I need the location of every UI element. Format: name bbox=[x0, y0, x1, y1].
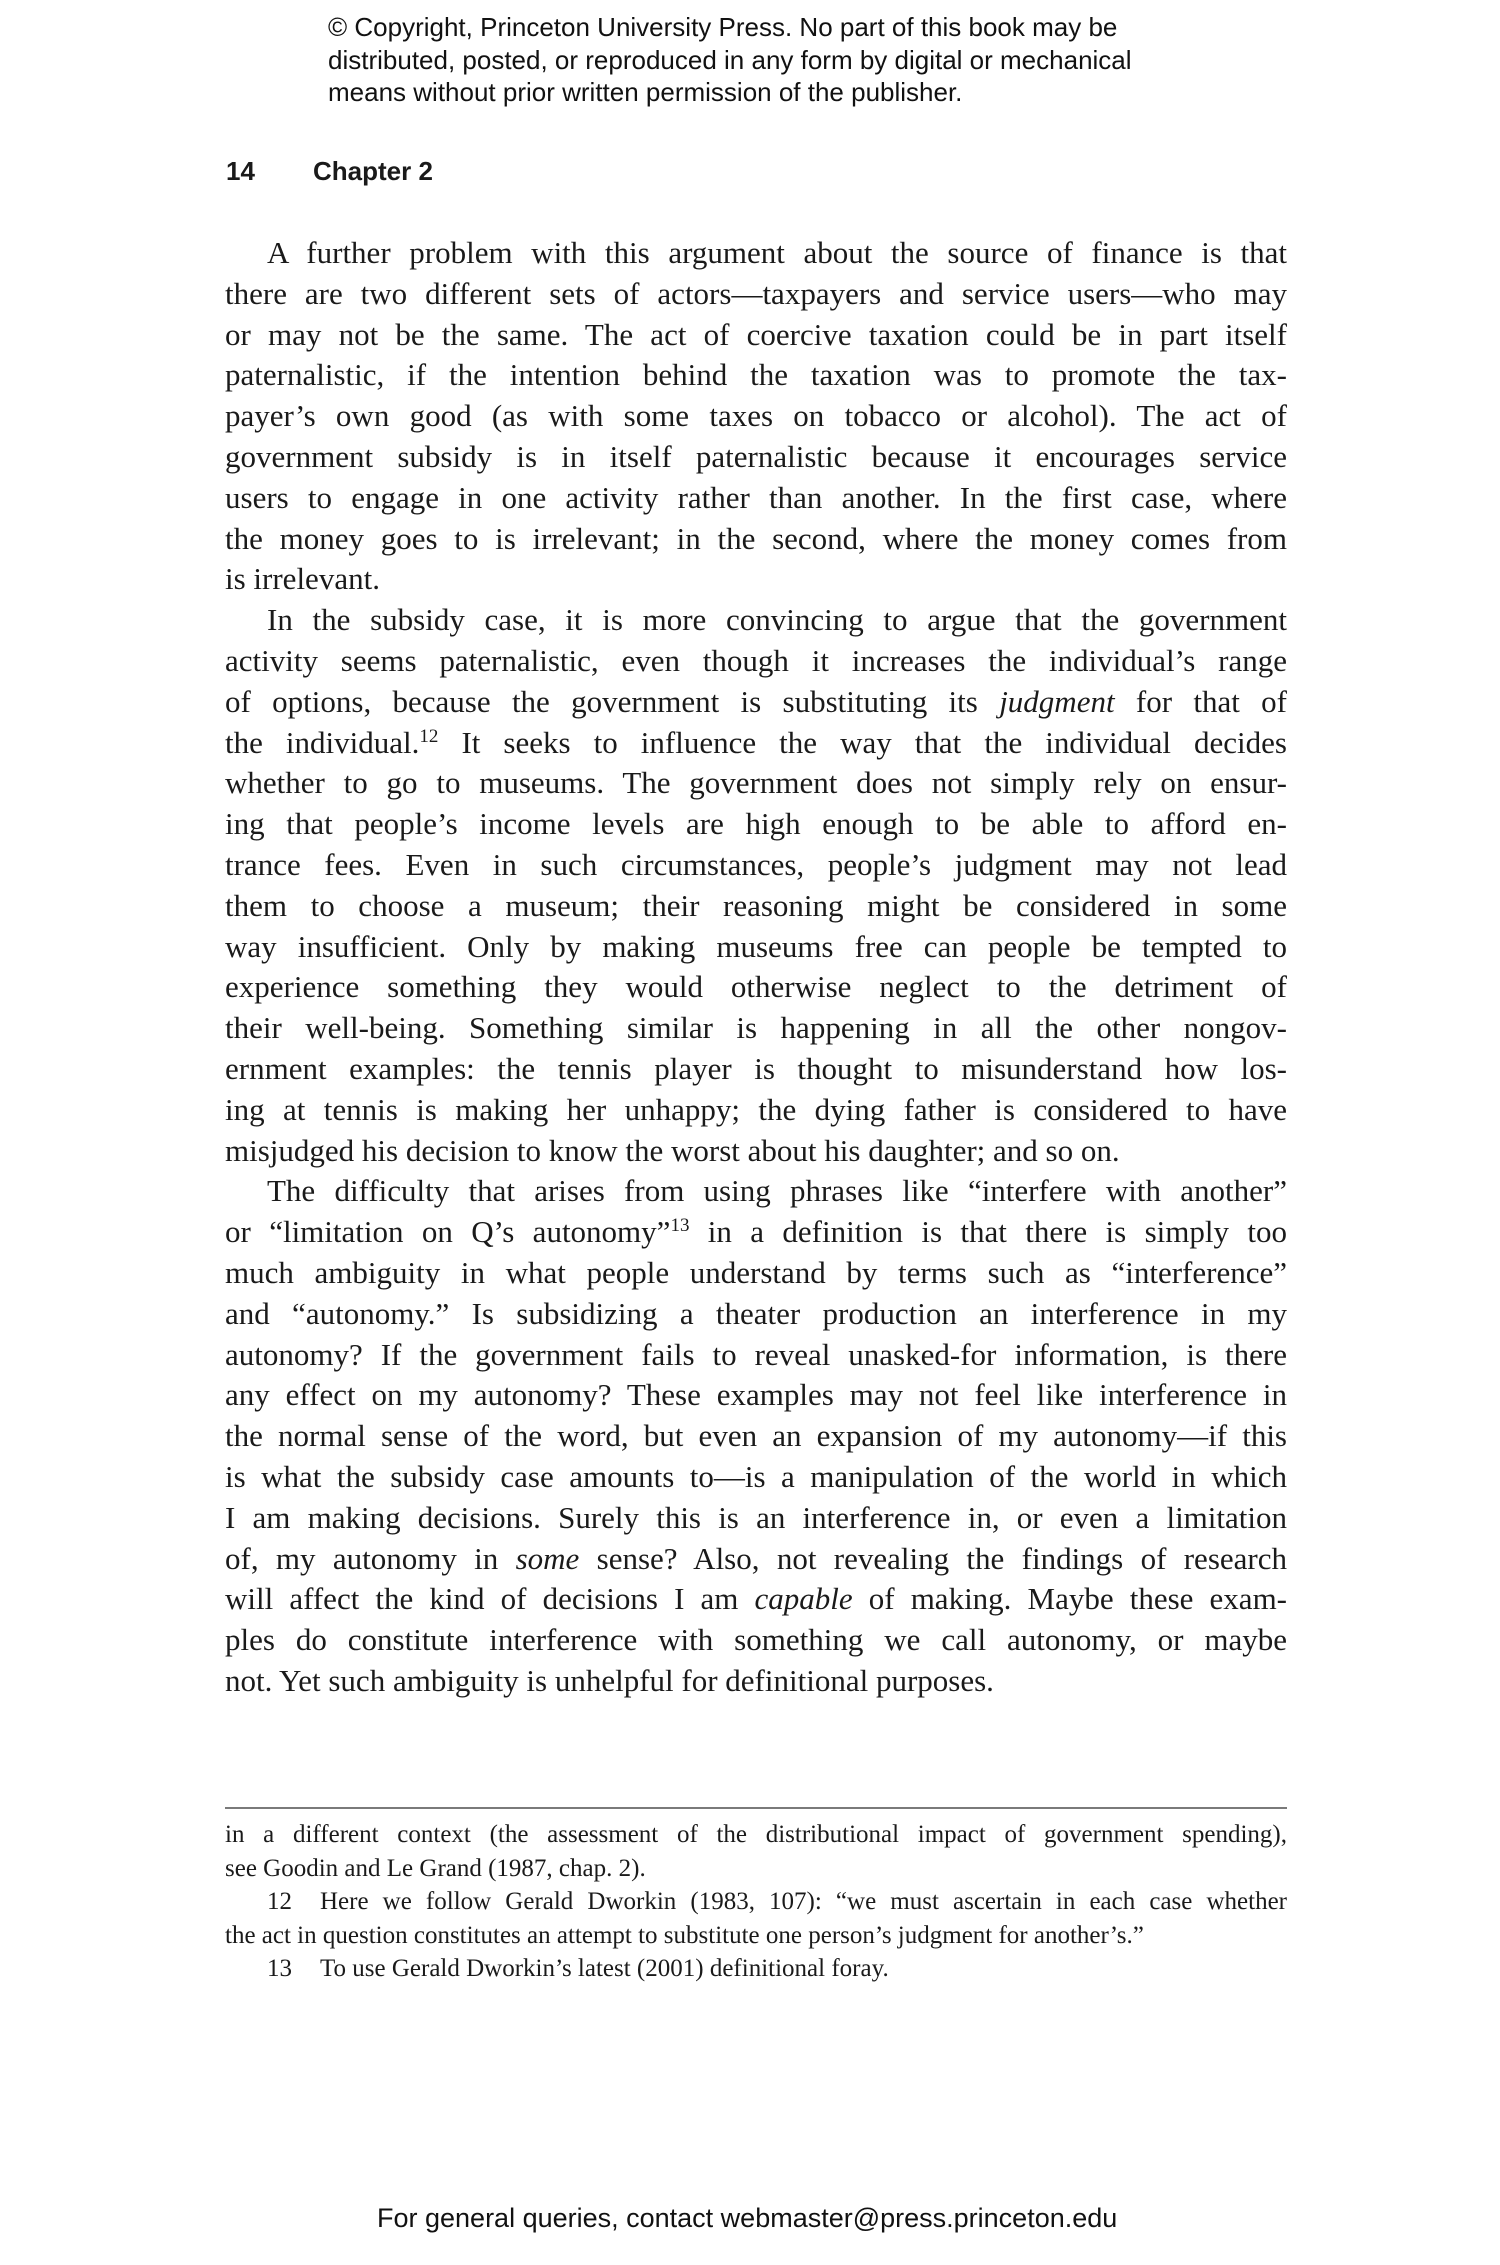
footnote-continuation-line: in a different context (the assessment of the distributional impact of government spending), bbox=[225, 1821, 1287, 1848]
paragraph bbox=[225, 1171, 1287, 1701]
footnote-line: 13 To use Gerald Dworkin’s latest (2001) definitional foray. bbox=[225, 1952, 1287, 1986]
footnote-line: the act in question constitutes an attempt to substitute one person’s judgment for another’s.” bbox=[225, 1921, 1144, 1949]
text-line: paternalistic, if the intention behind the taxation was to promote the tax- bbox=[225, 357, 1287, 393]
emphasis: some bbox=[515, 1540, 580, 1576]
text-line: ing that people’s income levels are high enough to be able to afford en- bbox=[225, 806, 1287, 842]
chapter-label: Chapter 2 bbox=[313, 156, 433, 186]
text-line: autonomy? If the government fails to reveal unasked-for information, is there bbox=[225, 1336, 1287, 1372]
text-line: I am making decisions. Surely this is an interference in, or even a limitation bbox=[225, 1499, 1287, 1535]
text-line: The difficulty that arises from using phrases like “interfere with another” bbox=[267, 1173, 1287, 1209]
footnote-continuation-line: see Goodin and Le Grand (1987, chap. 2). bbox=[225, 1854, 646, 1882]
text-line: not. Yet such ambiguity is unhelpful for definitional purposes. bbox=[225, 1662, 994, 1698]
emphasis: capable bbox=[754, 1581, 853, 1617]
footnotes bbox=[225, 1818, 1287, 1986]
copyright-line: © Copyright, Princeton University Press. No part of this book may be bbox=[328, 12, 1118, 42]
text-line: of, my autonomy in some sense? Also, not revealing the findings of research bbox=[225, 1540, 1287, 1576]
emphasis: judgment bbox=[999, 683, 1115, 719]
text-line: the normal sense of the word, but even an expansion of my autonomy—if this bbox=[225, 1418, 1287, 1454]
page-number: 14 bbox=[226, 156, 255, 186]
text-line: A further problem with this argument about the source of finance is that bbox=[267, 235, 1287, 270]
paragraph bbox=[225, 600, 1287, 1171]
footnote-ref-12[interactable]: 12 bbox=[419, 725, 439, 747]
footnote-12 bbox=[225, 1885, 1287, 1952]
paragraph bbox=[225, 233, 1287, 600]
text-line: the individual.$^{12}$ It seeks to influence the way that the individual decides bbox=[225, 724, 1287, 760]
footnote-ref-13[interactable]: 13 bbox=[670, 1215, 690, 1237]
text-line: payer’s own good (as with some taxes on tobacco or alcohol). The act of bbox=[225, 398, 1287, 434]
text-line: is irrelevant. bbox=[225, 561, 380, 597]
text-line: ernment examples: the tennis player is thought to misunderstand how los- bbox=[225, 1050, 1287, 1086]
text-line: or may not be the same. The act of coercive taxation could be in part itself bbox=[225, 316, 1287, 352]
footnote-13 bbox=[225, 1952, 1287, 1986]
text-line: much ambiguity in what people understand by terms such as “interference” bbox=[225, 1254, 1287, 1290]
text-line: government subsidy is in itself paternalistic because it encourages service bbox=[225, 438, 1287, 474]
text-line: will affect the kind of decisions I am capable of making. Maybe these exam- bbox=[225, 1581, 1288, 1617]
text-line: trance fees. Even in such circumstances, people’s judgment may not lead bbox=[225, 846, 1287, 882]
body-text bbox=[225, 233, 1287, 1702]
text-line: experience something they would otherwise neglect to the detriment of bbox=[225, 969, 1287, 1005]
text-line: users to engage in one activity rather than another. In the first case, where bbox=[225, 479, 1287, 515]
text-line: any effect on my autonomy? These examples may not feel like interference in bbox=[225, 1377, 1287, 1413]
text-line: activity seems paternalistic, even though it increases the individual’s range bbox=[225, 642, 1287, 678]
text-line: the money goes to is irrelevant; in the second, where the money comes from bbox=[225, 520, 1287, 556]
text-line: there are two different sets of actors—taxpayers and service users—who may bbox=[225, 275, 1287, 311]
text-line: misjudged his decision to know the worst about his daughter; and so on. bbox=[225, 1132, 1120, 1168]
footer-contact: For general queries, contact webmaster@press.princeton.edu bbox=[377, 2203, 1118, 2233]
footnote-number: 12 bbox=[267, 1888, 292, 1915]
text-line: is what the subsidy case amounts to—is a manipulation of the world in which bbox=[225, 1458, 1287, 1494]
text-line: or “limitation on Q’s autonomy”$^{13}$ in a definition is that there is simply too bbox=[225, 1214, 1287, 1250]
text-line: whether to go to museums. The government does not simply rely on ensur- bbox=[225, 765, 1287, 801]
copyright-notice bbox=[328, 11, 1228, 109]
text-line: them to choose a museum; their reasoning might be considered in some bbox=[225, 887, 1287, 923]
text-line: their well-being. Something similar is happening in all the other nongov- bbox=[225, 1010, 1287, 1046]
text-line: In the subsidy case, it is more convincing to argue that the government bbox=[267, 602, 1287, 638]
footnote-line: 12 Here we follow Gerald Dworkin (1983, 107): “we must ascertain in each case whether bbox=[225, 1885, 1287, 1919]
text-line: of options, because the government is substituting its judgment for that of bbox=[225, 683, 1287, 719]
text-line: and “autonomy.” Is subsidizing a theater production an interference in my bbox=[225, 1295, 1287, 1331]
footnote-number: 13 bbox=[267, 1955, 292, 1982]
footnote-divider bbox=[225, 1807, 1287, 1809]
copyright-line: means without prior written permission of the publisher. bbox=[328, 77, 963, 107]
text-line: way insufficient. Only by making museums free can people be tempted to bbox=[225, 928, 1287, 964]
text-line: ing at tennis is making her unhappy; the dying father is considered to have bbox=[225, 1091, 1287, 1127]
text-line: ples do constitute interference with something we call autonomy, or maybe bbox=[225, 1622, 1287, 1658]
copyright-line: distributed, posted, or reproduced in any form by digital or mechanical bbox=[328, 44, 1132, 75]
